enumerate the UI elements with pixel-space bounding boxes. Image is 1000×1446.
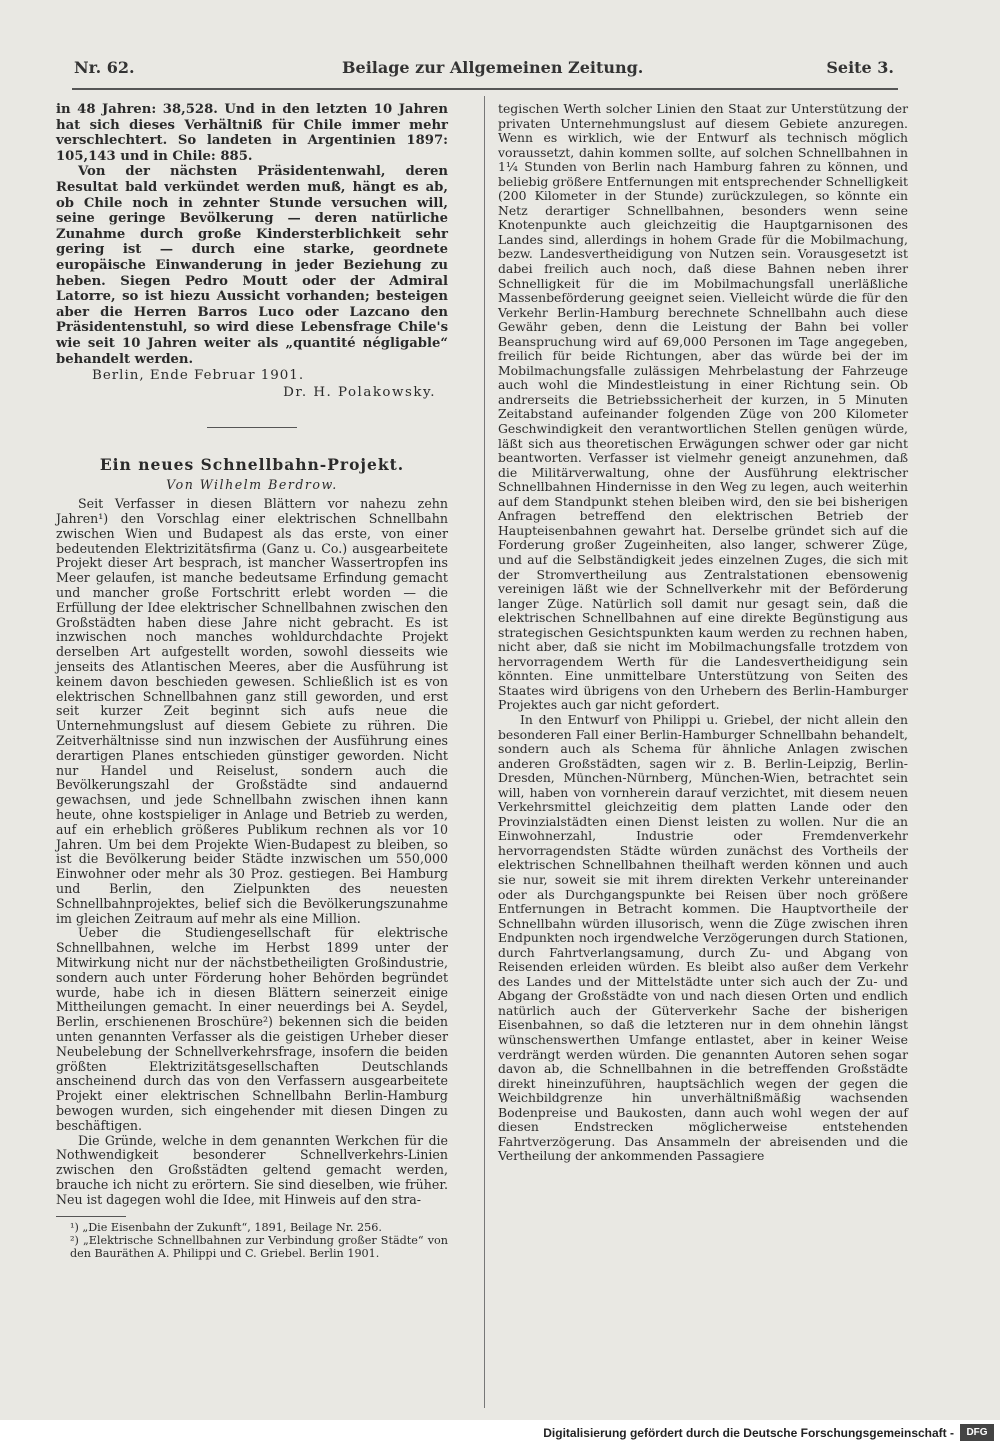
article-paragraph: Die Gründe, welche in dem genannten Werkchen für die Nothwendigkeit besonderer Schnellverkehrs-Linien zwischen den Großstädten geltend gemacht werden, brauche ich nicht zu erörtern. Sie sind dieselben, wie früher. Neu ist dagegen wohl die Idee, mit Hinweis auf den stra- — [56, 1132, 448, 1207]
funding-credit: Digitalisierung gefördert durch die Deutsche Forschungsgemeinschaft - — [543, 1426, 954, 1440]
footnote-rule — [56, 1216, 126, 1217]
dfg-logo: DFG — [960, 1424, 994, 1441]
article-paragraph: In den Entwurf von Philippi u. Griebel, der nicht allein den besonderen Fall einer Berlin-Hamburger Schnellbahn behandelt, sondern auch als Schema für ähnliche Anlagen zwischen anderen Großstädten, sagen wir z. B. Berlin-Leipzig, Berlin-Dresden, München-Nürnberg, München-Wien, betrachtet sein will, haben von vornherein darauf verzichtet, mit diesem neuen Verkehrsmittel gleichzeitig dem platten Lande oder den Provinzialstädten einen Dienst leisten zu wollen. Nur die an Einwohnerzahl, Industrie oder Fremdenverkehr hervorragendsten Städte würden zunächst des Vortheils der elektrischen Schnellbahnen theilhaft werden können und auch sie nur, soweit sie mit ihrem direkten Verkehr untereinander oder als Durchgangspunkte bei Reisen über noch größere Entfernungen in Betracht kommen. Die Hauptvortheile der Schnellbahn würden illusorisch, wenn die Züge zwischen ihren Endpunkten noch irgendwelche Verzögerungen durch Stationen, durch Fahrtverlangsamung, durch Zu- und Abgang von Reisenden erleiden würden. Es bleibt also außer dem Verkehr des Landes und der Mittelstädte unter sich auch der Zu- und Abgang der Großstädte von und nach diesen Orten und endlich natürlich auch der Güterverkehr Sache der bisherigen Eisenbahnen, so daß die letzteren nur in dem ohnehin längst wünschenswerthen Umfange entlastet, aber in keiner Weise verdrängt werden würden. Die genannten Autoren sehen sogar davon ab, die Schnellbahnen in die betreffenden Großstädte direkt hineinzuführen, hauptsächlich wegen der gegen die Weichbildgrenze hin unverhältnißmäßig wachsenden Bodenpreise und Baukosten, dann auch wohl wegen der auf diesen Endstrecken möglicherweise entstehenden Fahrtverzögerung. Das Ansammeln der abreisenden und die Vertheilung der ankommenden Passagiere — [498, 711, 908, 1164]
right-column — [498, 102, 908, 1164]
footnote: ¹) „Die Eisenbahn der Zukunft“, 1891, Beilage Nr. 256. — [70, 1220, 382, 1234]
article-paragraph: Ueber die Studiengesellschaft für elektrische Schnellbahnen, welche im Herbst 1899 unter der Mitwirkung nicht nur der nächstbetheiligten Großindustrie, sondern auch unter Förderung hoher Behörden begründet wurde, habe ich in diesen Blättern seinerzeit einige Mittheilungen gemacht. In einer neuerdings bei A. Seydel, Berlin, erschienenen Broschüre²) bekennen sich die beiden unten genannten Verfasser als die geistigen Urheber dieser Neubelebung der Schnellverkehrsfrage, insofern die beiden größten Elektrizitätsgesellschaften Deutschlands anscheinend durch das von den Verfassern ausgearbeitete Projekt einer elektrischen Schnellbahn Berlin-Hamburg bewogen wurden, sich eingehender mit diesen Dingen zu beschäftigen. — [56, 925, 448, 1133]
article-paragraph: Seit Verfasser in diesen Blättern vor nahezu zehn Jahren¹) den Vorschlag einer elektrischen Schnellbahn zwischen Wien und Budapest als das erste, von einer bedeutenden Elektrizitätsfirma (Ganz u. Co.) ausgearbeitete Projekt dieser Art besprach, ist mancher Wassertropfen ins Meer gelaufen, ist manche bedeutsame Erfindung gemacht und mancher große Fortschritt erlebt worden — die Erfüllung der Idee elektrischer Schnellbahnen zwischen den Großstädten haben diese Jahre nicht gebracht. Es ist inzwischen noch manches wohldurchdachte Projekt derselben Art aufgestellt worden, sowohl diesseits wie jenseits des Atlantischen Meeres, aber die Ausführung ist keinem davon beschieden gewesen. Schließlich ist es von elektrischen Schnellbahnen ganz still geworden, und erst seit kurzer Zeit beginnt sich aufs neue die Unternehmungslust auf diesem Gebiete zu rühren. Die Zeitverhältnisse sind nun inzwischen der Ausführung eines derartigen Planes entschieden günstiger geworden. Nicht nur Handel und Reiselust, sondern auch die Bevölkerungszahl der Großstädte sind andauernd gewachsen, und jede Schnellbahn zwischen ihnen kann heute, ohne kostspieliger in Anlage und Betrieb zu werden, auf ein erheblich größeres Publikum rechnen als vor 10 Jahren. Um bei dem Projekte Wien-Budapest zu bleiben, so ist die Bevölkerung beider Städte inzwischen um 550,000 Einwohner oder mehr als 30 Proz. gestiegen. Bei Hamburg und Berlin, den Zielpunkten des neuesten Schnellbahnprojektes, belief sich die Bevölkerungszunahme im gleichen Zeitraum auf mehr als eine Million. — [56, 496, 448, 926]
article-paragraph: tegischen Werth solcher Linien den Staat zur Unterstützung der privaten Unternehmungslust auf diesem Gebiete anzuregen. Wenn es wirklich, wie der Entwurf als technisch möglich voraussetzt, dahin kommen sollte, auf solchen Schnellbahnen in 1¼ Stunden von Berlin nach Hamburg fahren zu können, und beliebig größere Entfernungen mit entsprechender Schnelligkeit (200 Kilometer in der Stunde) zurückzulegen, so könnte ein Netz derartiger Schnellbahnen, besonders wenn seine Knotenpunkte auch gleichzeitig die Hauptgarnisonen des Landes sind, allerdings in hohem Grade für die Mobilmachung, bezw. Landesvertheidigung von Nutzen sein. Vorausgesetzt ist dabei freilich auch noch, daß diese Bahnen neben ihrer Schnelligkeit für die im Mobilmachungsfall unerläßliche Massenbeförderung geeignet seien. Vielleicht würde die für den Verkehr Berlin-Hamburg berechnete Schnellbahn auch diese Gewähr geben, denn die Leistung der Bahn bei voller Beanspruchung wird auf 69,000 Personen im Tage angegeben, freilich für beide Richtungen, aber das würde bei der im Mobilmachungsfalle zulässigen Mehrbelastung der Fahrzeuge auch wohl die Mindestleistung in einer Richtung sein. Ob andrerseits die Betriebssicherheit der kurzen, in 5 Minuten Zeitabstand aufeinander folgenden Züge von 200 Kilometer Geschwindigkeit den verantwortlichen Stellen genügen würde, läßt sich aus theoretischen Erwägungen schwer oder gar nicht beantworten. Verfasser ist vielmehr geneigt anzunehmen, daß die Militärverwaltung, ohne der Ausführung elektrischer Schnellbahnen Hindernisse in den Weg zu legen, auch weiterhin auf dem Standpunkt stehen bleiben wird, den sie bei bisherigen Anfragen betreffend den elektrischen Betrieb der Haupteisenbahnen gewahrt hat. Derselbe gründet sich auf die Forderung großer Zugeinheiten, also langer, schwerer Züge, und auf die Selbständigkeit jedes einzelnen Zuges, die sich mit der Stromvertheilung aus Zentralstationen ebensowenig vereinigen läßt wie der Schnellverkehr mit der Beförderung langer Züge. Natürlich soll damit nur gesagt sein, daß die elektrischen Schnellbahnen auf eine direkte Begünstigung aus strategischen Gesichtspunkten kaum werden zu rechnen haben, nicht aber, daß sie nicht im Mobilmachungsfalle trotzdem von hervorragendem Werth für die Landesvertheidigung sein könnten. Eine unmittelbare Unterstützung von Seiten des Staates wird übrigens von den Urhebern des Berlin-Hamburger Projektes auch gar nicht gefordert. — [498, 101, 908, 713]
digitization-footer — [0, 1420, 1000, 1446]
issue-number: Nr. 62. — [74, 58, 135, 77]
election-paragraph: Von der nächsten Präsidentenwahl, deren Resultat bald verkündet werden muß, hängt es ab, ob Chile noch in zehnter Stunde versuchen will, seine geringe Bevölkerung — deren natürliche Zunahme durch große Kindersterblichkeit sehr gering ist — durch eine starke, geordnete europäische Einwanderung in jeder Beziehung zu heben. Siegen Pedro Moutt oder der Admiral Latorre, so ist hiezu Aussicht vorhanden; besteigen aber die Herren Barros Luco oder Lazcano den Präsidentenstuhl, so wird diese Lebensfrage Chile's wie seit 10 Jahren weiter als „quantité négligable“ behandelt werden. — [56, 164, 448, 367]
dateline: Berlin, Ende Februar 1901. — [92, 368, 305, 384]
page-number: Seite 3. — [826, 58, 894, 77]
left-column — [56, 102, 448, 1260]
intro-paragraph: in 48 Jahren: 38,528. Und in den letzten 10 Jahren hat sich dieses Verhältniß für Chile immer mehr verschlechtert. So landeten in Argentinien 1897: 105,143 und in Chile: 885. — [56, 102, 448, 164]
header-rule — [72, 88, 898, 90]
article-separator — [207, 427, 297, 428]
article-title: Ein neues Schnellbahn-Projekt. — [99, 454, 405, 474]
footnote: ²) „Elektrische Schnellbahnen zur Verbindung großer Städte“ von den Bauräthen A. Philippi und C. Griebel. Berlin 1901. — [70, 1233, 448, 1260]
author-signature: Dr. H. Polakowsky. — [283, 384, 436, 400]
supplement-title: Beilage zur Allgemeinen Zeitung. — [342, 58, 644, 77]
running-head — [74, 58, 894, 84]
article-byline: Von Wilhelm Berdrow. — [166, 477, 338, 493]
column-divider — [484, 96, 485, 1408]
